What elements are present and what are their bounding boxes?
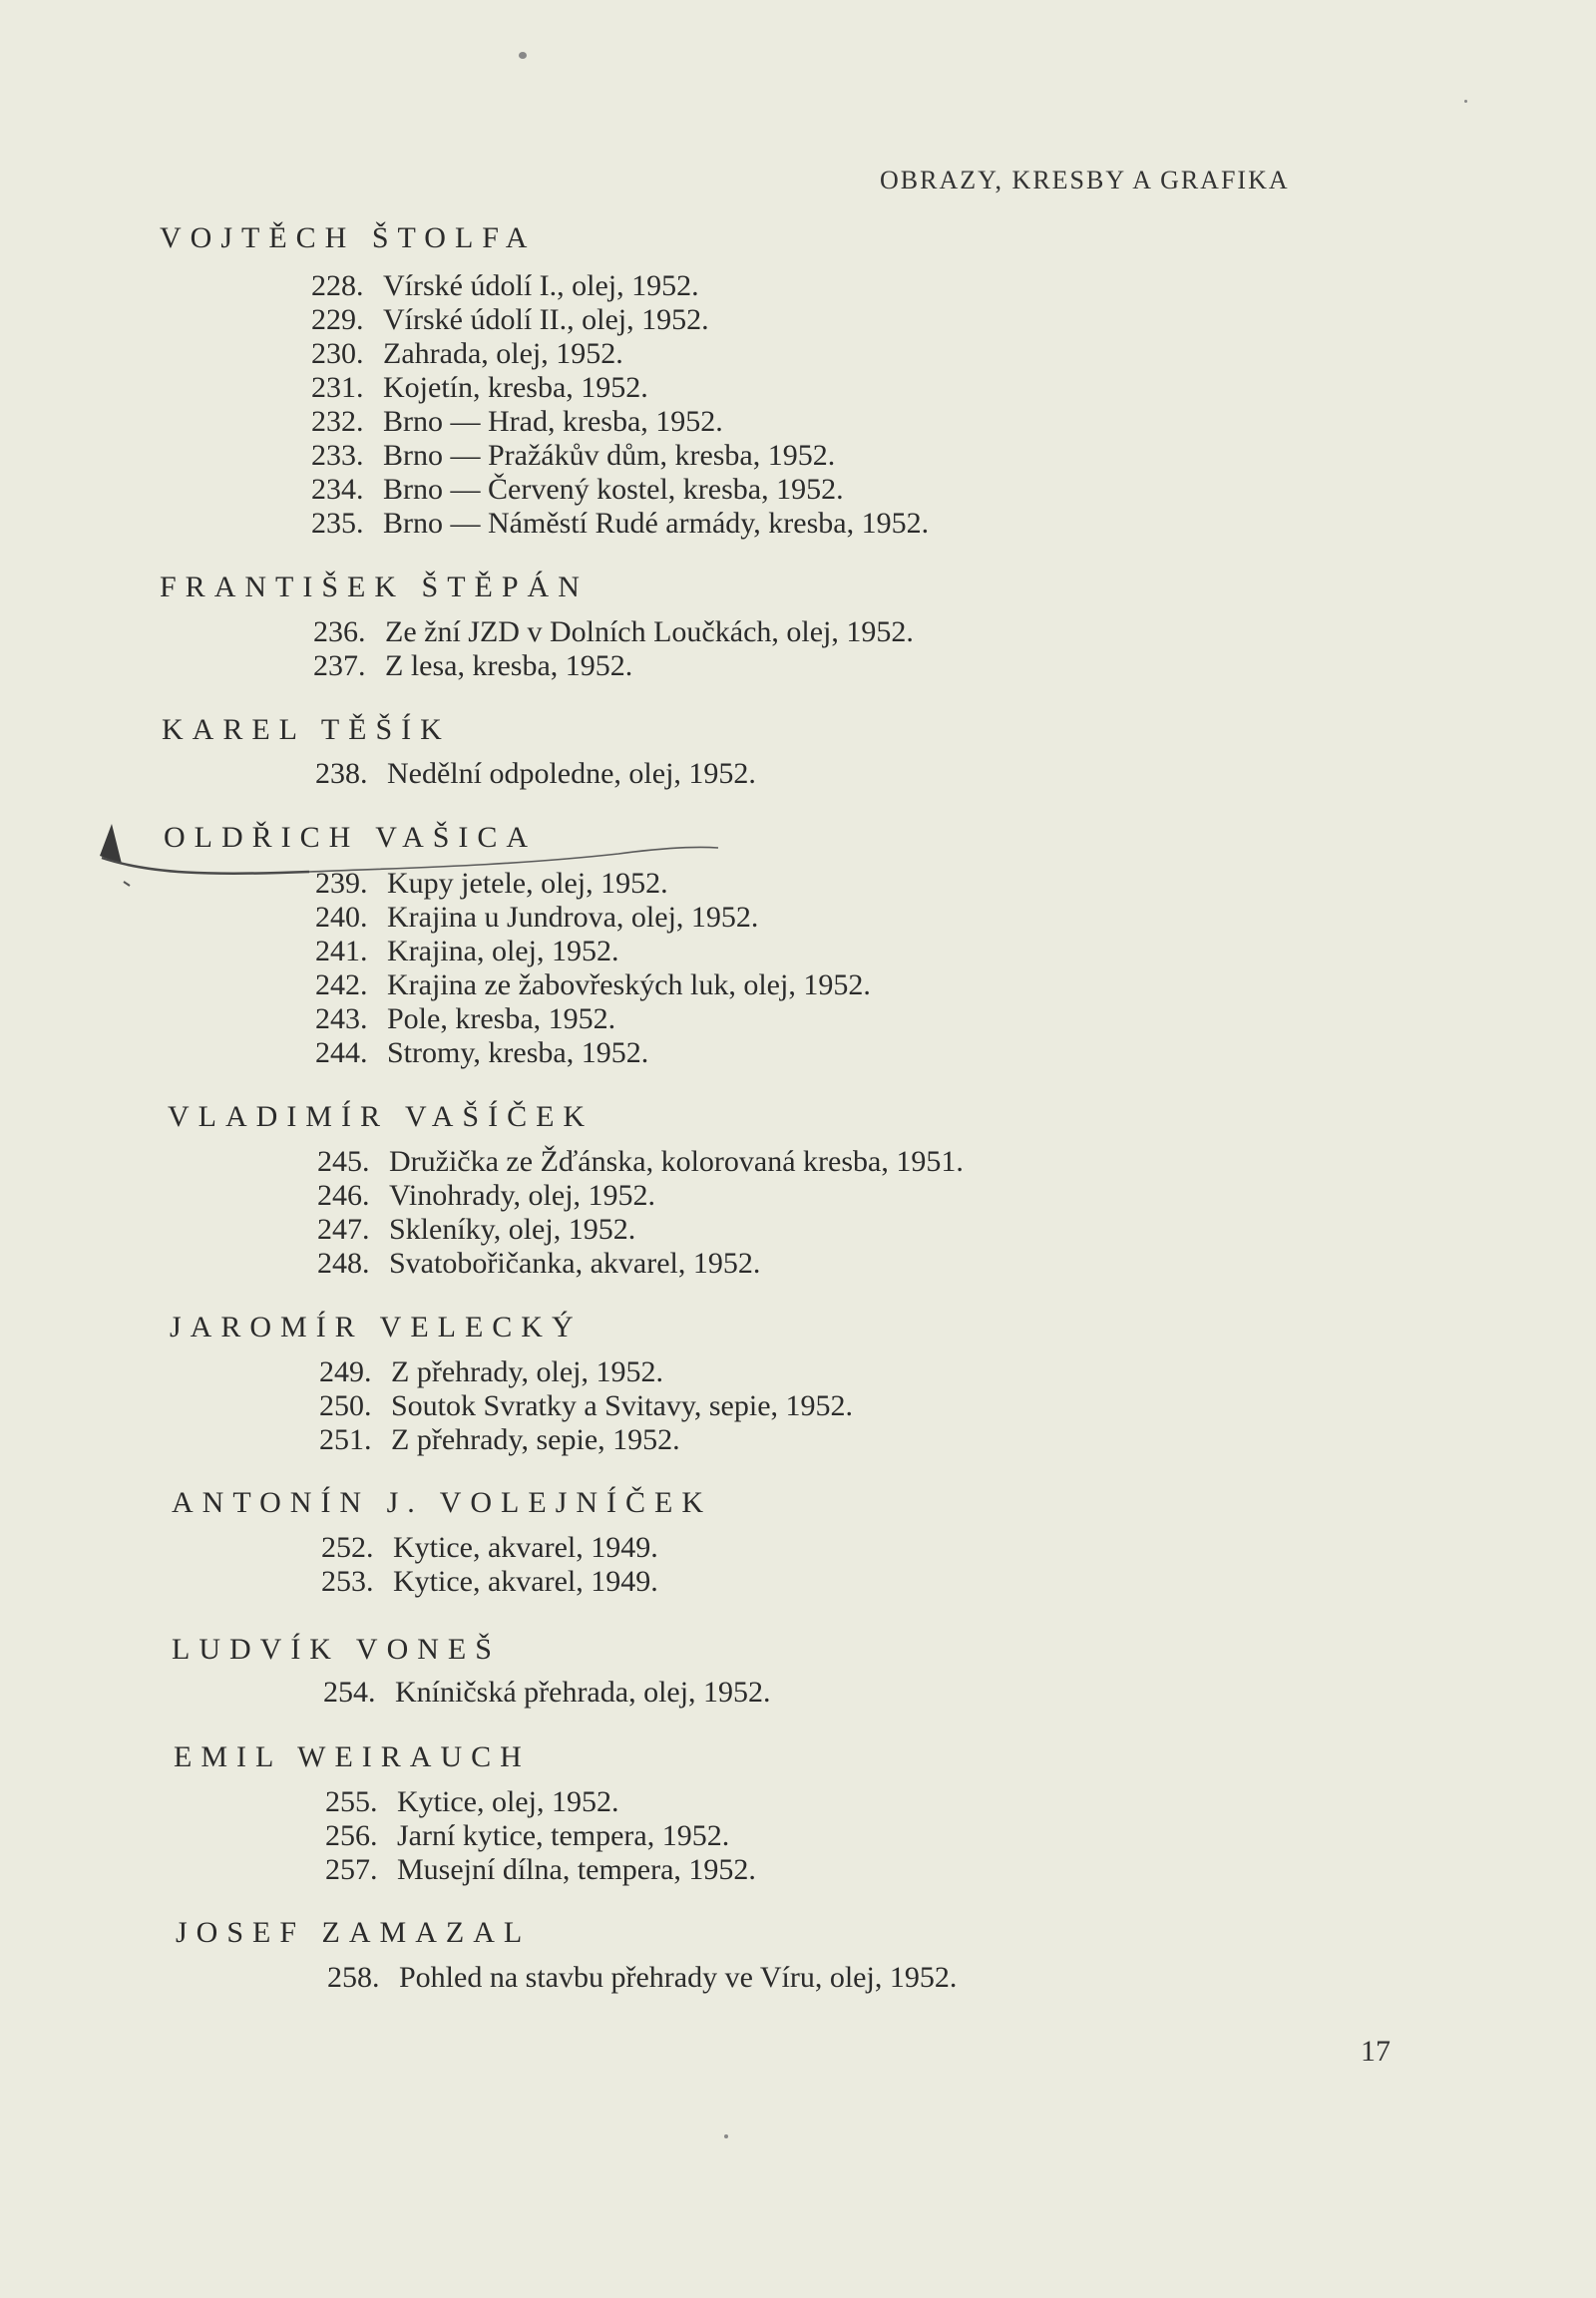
work-item: 255. Kytice, olej, 1952. (325, 1785, 619, 1818)
work-item: 239. Kupy jetele, olej, 1952. (315, 867, 668, 900)
work-item: 233. Brno — Pražákův dům, kresba, 1952. (311, 439, 836, 472)
work-item: 253. Kytice, akvarel, 1949. (321, 1565, 658, 1598)
artist-name: LUDVÍK VONEŠ (172, 1633, 501, 1666)
works-list (319, 1355, 853, 1457)
works-list (315, 757, 756, 791)
work-item: 256. Jarní kytice, tempera, 1952. (325, 1819, 730, 1852)
work-item: 237. Z lesa, kresba, 1952. (313, 649, 633, 682)
work-item: 236. Ze žní JZD v Dolních Loučkách, olej, 1952. (313, 615, 914, 648)
artist-name: JAROMÍR VELECKÝ (170, 1311, 583, 1343)
work-item: 234. Brno — Červený kostel, kresba, 1952. (311, 473, 844, 506)
works-list (321, 1531, 658, 1599)
work-item: 258. Pohled na stavbu přehrady ve Víru, olej, 1952. (327, 1961, 958, 1994)
work-item: 235. Brno — Náměstí Rudé armády, kresba, 1952. (311, 507, 930, 540)
works-list (323, 1676, 771, 1710)
work-item: 244. Stromy, kresba, 1952. (315, 1036, 649, 1069)
artist-name: OLDŘICH VAŠICA (164, 821, 538, 854)
artist-name: JOSEF ZAMAZAL (176, 1916, 532, 1949)
artist-name: FRANTIŠEK ŠTĚPÁN (160, 571, 589, 603)
works-list (325, 1785, 756, 1887)
work-item: 240. Krajina u Jundrova, olej, 1952. (315, 901, 759, 934)
work-item: 249. Z přehrady, olej, 1952. (319, 1355, 663, 1388)
works-list (315, 867, 871, 1070)
paper-speck (519, 52, 527, 59)
work-item: 238. Nedělní odpoledne, olej, 1952. (315, 757, 756, 790)
work-item: 243. Pole, kresba, 1952. (315, 1002, 616, 1035)
works-list (317, 1145, 964, 1281)
work-item: 248. Svatobořičanka, akvarel, 1952. (317, 1247, 761, 1280)
work-item: 250. Soutok Svratky a Svitavy, sepie, 1952. (319, 1389, 854, 1422)
paper-speck (724, 2134, 728, 2138)
work-item: 230. Zahrada, olej, 1952. (311, 337, 623, 370)
works-list (327, 1961, 957, 1995)
work-item: 254. Kníničská přehrada, olej, 1952. (323, 1676, 771, 1709)
page-header: OBRAZY, KRESBY A GRAFIKA (880, 166, 1290, 194)
work-item: 245. Družička ze Žďánska, kolorovaná kresba, 1951. (317, 1145, 964, 1178)
work-item: 229. Vírské údolí II., olej, 1952. (311, 303, 709, 336)
work-item: 241. Krajina, olej, 1952. (315, 935, 619, 967)
work-item: 242. Krajina ze žabovřeských luk, olej, 1952. (315, 968, 871, 1001)
work-item: 246. Vinohrady, olej, 1952. (317, 1179, 656, 1212)
artist-name: EMIL WEIRAUCH (174, 1740, 531, 1773)
work-item: 231. Kojetín, kresba, 1952. (311, 371, 648, 404)
artist-name: VLADIMÍR VAŠÍČEK (168, 1100, 595, 1133)
work-item: 247. Skleníky, olej, 1952. (317, 1213, 636, 1246)
work-item: 252. Kytice, akvarel, 1949. (321, 1531, 658, 1564)
paper-speck (1464, 100, 1467, 103)
works-list (313, 615, 914, 683)
artist-name: VOJTĚCH ŠTOLFA (160, 221, 537, 254)
work-item: 251. Z přehrady, sepie, 1952. (319, 1423, 680, 1456)
page-number: 17 (1361, 2035, 1391, 2068)
artist-name: KAREL TĚŠÍK (162, 713, 451, 746)
work-item: 232. Brno — Hrad, kresba, 1952. (311, 405, 723, 438)
work-item: 257. Musejní dílna, tempera, 1952. (325, 1853, 756, 1886)
work-item: 228. Vírské údolí I., olej, 1952. (311, 269, 699, 302)
works-list (311, 269, 929, 541)
artist-name: ANTONÍN J. VOLEJNÍČEK (172, 1486, 713, 1519)
